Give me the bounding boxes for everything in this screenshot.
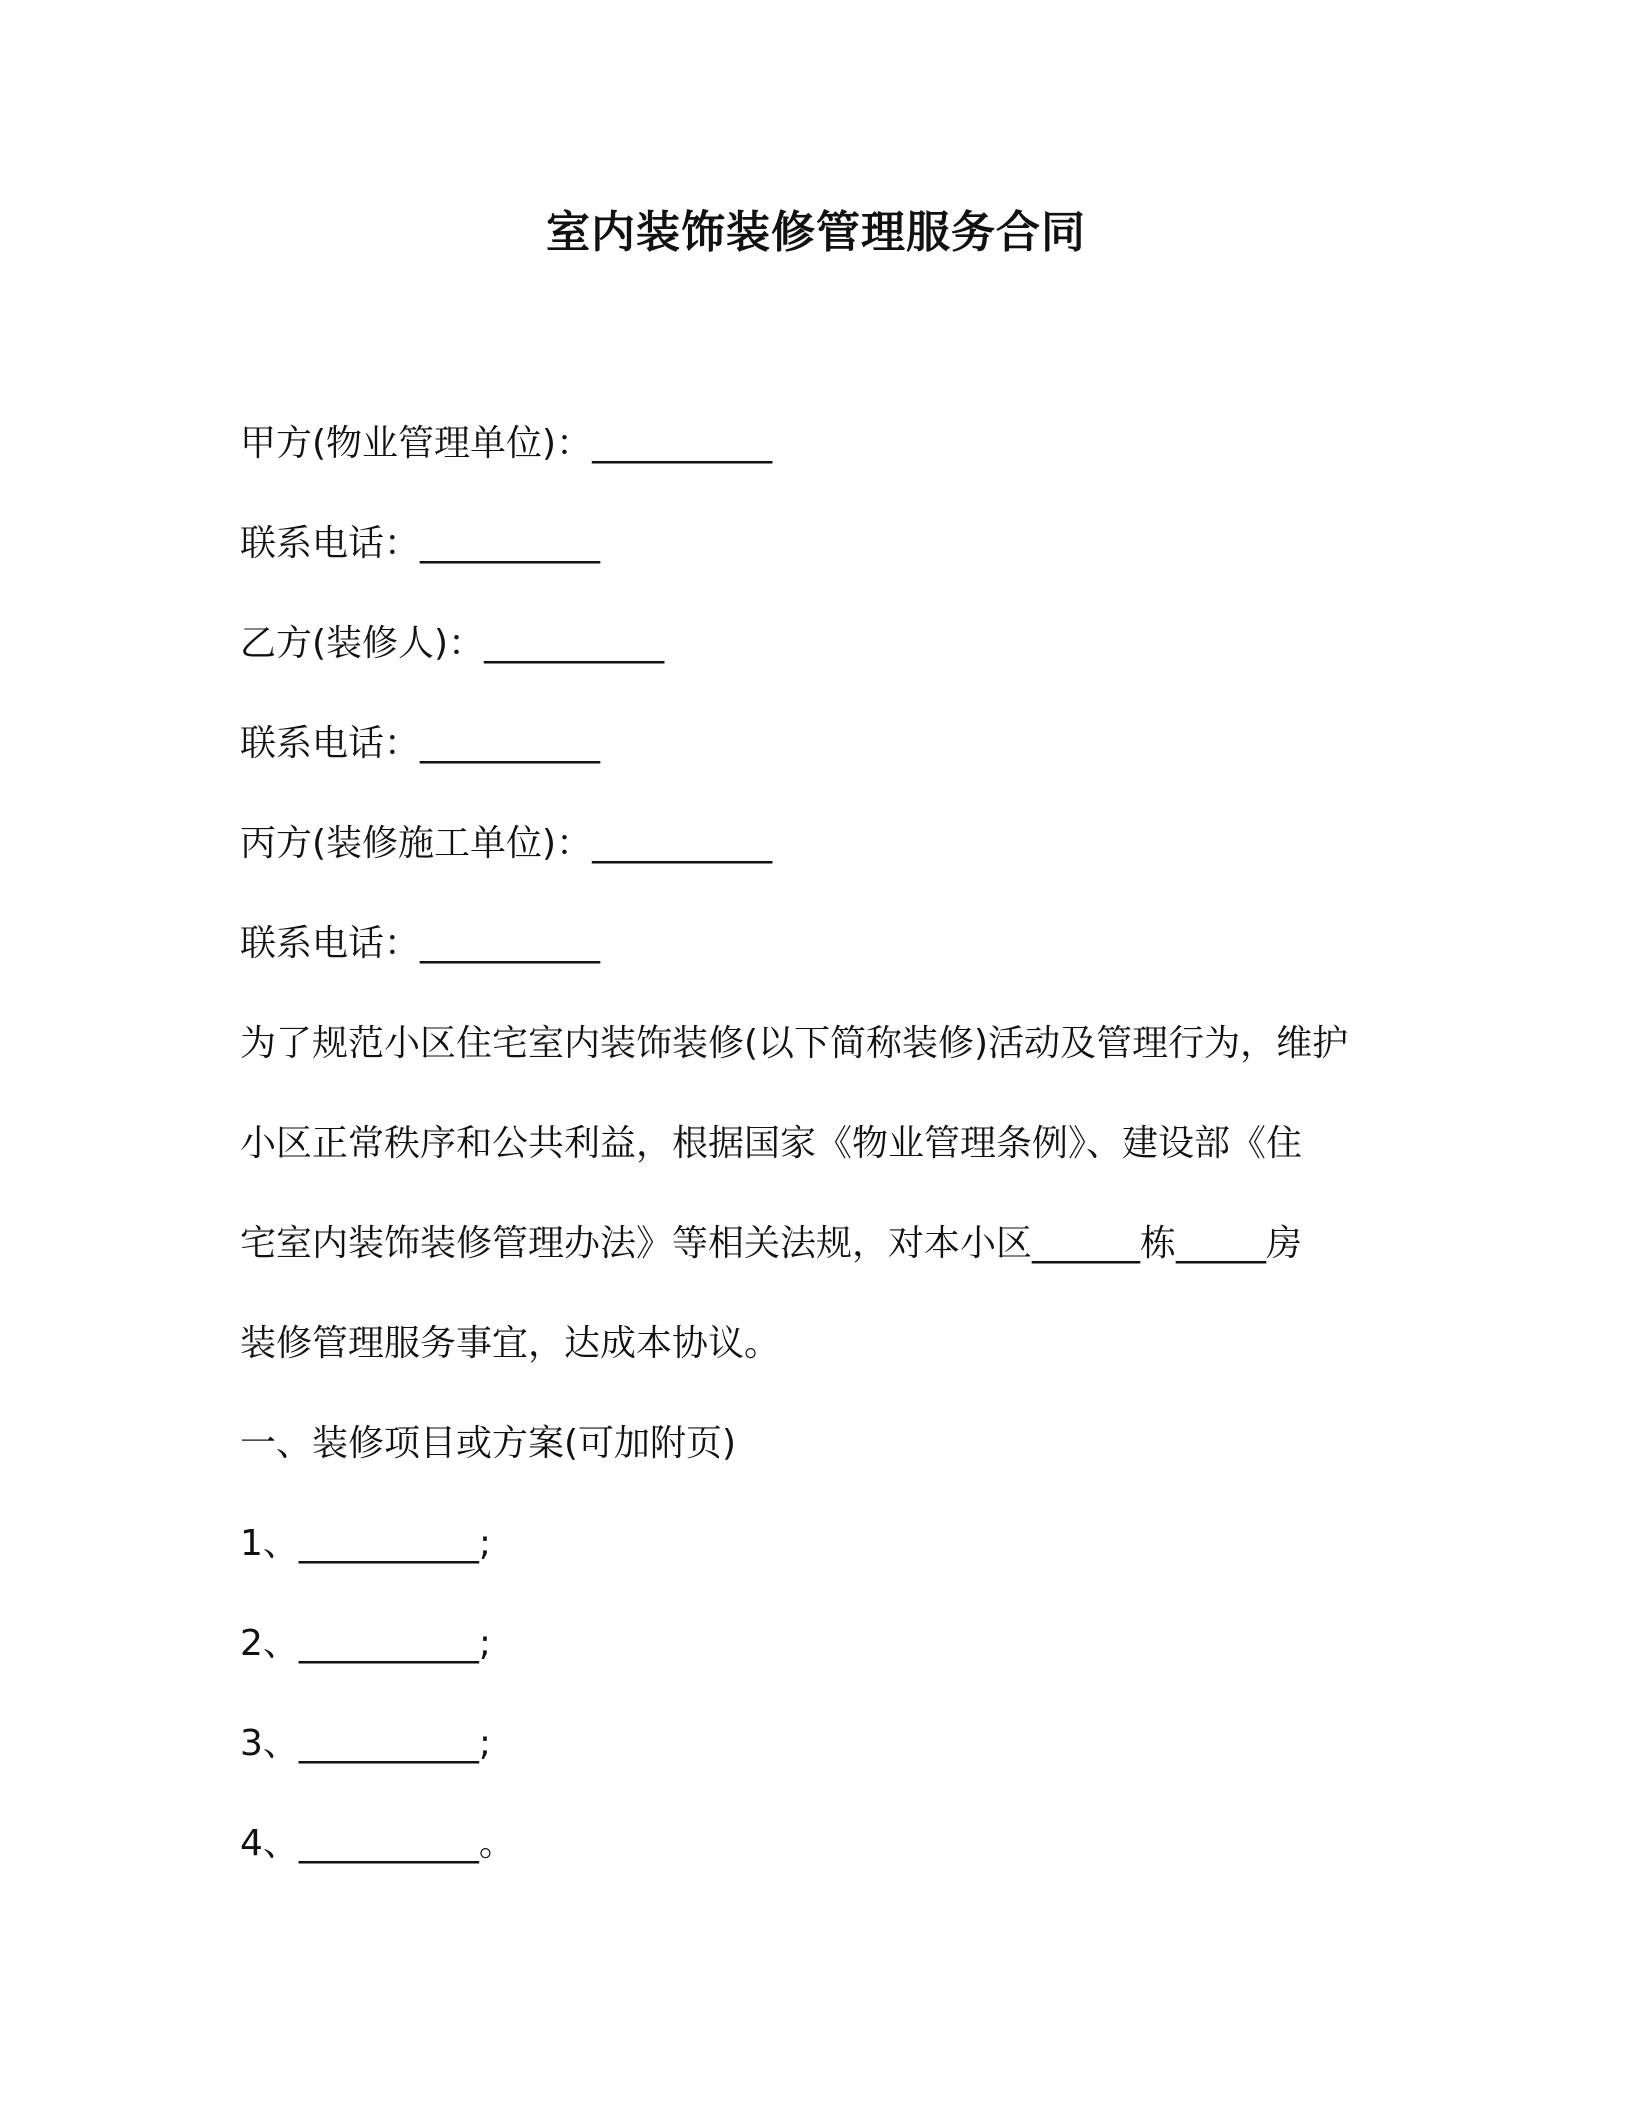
intro-paragraph-line-1: 为了规范小区住宅室内装饰装修(以下简称装修)活动及管理行为，维护: [240, 1023, 1349, 1064]
party-c-line: 丙方(装修施工单位)：__________: [240, 823, 773, 864]
party-b-line: 乙方(装修人)：__________: [240, 623, 665, 664]
list-item: 4、__________。: [240, 1823, 515, 1864]
party-a-phone-line: 联系电话：__________: [240, 523, 601, 564]
list-item: 2、__________;: [240, 1623, 492, 1664]
party-c-phone-line: 联系电话：__________: [240, 923, 601, 964]
party-b-phone-line: 联系电话：__________: [240, 723, 601, 764]
list-item: 1、__________;: [240, 1523, 492, 1564]
intro-paragraph-line-2: 小区正常秩序和公共利益，根据国家《物业管理条例》、建设部《住: [240, 1123, 1303, 1164]
document-title: 室内装饰装修管理服务合同: [546, 207, 1086, 258]
party-a-line: 甲方(物业管理单位)：__________: [240, 423, 773, 464]
section-1-heading: 一、装修项目或方案(可加附页): [240, 1423, 737, 1464]
list-item: 3、__________;: [240, 1723, 492, 1764]
intro-paragraph-line-3: 宅室内装饰装修管理办法》等相关法规，对本小区______栋_____房: [240, 1223, 1303, 1264]
intro-paragraph-line-4: 装修管理服务事宜，达成本协议。: [240, 1323, 781, 1364]
